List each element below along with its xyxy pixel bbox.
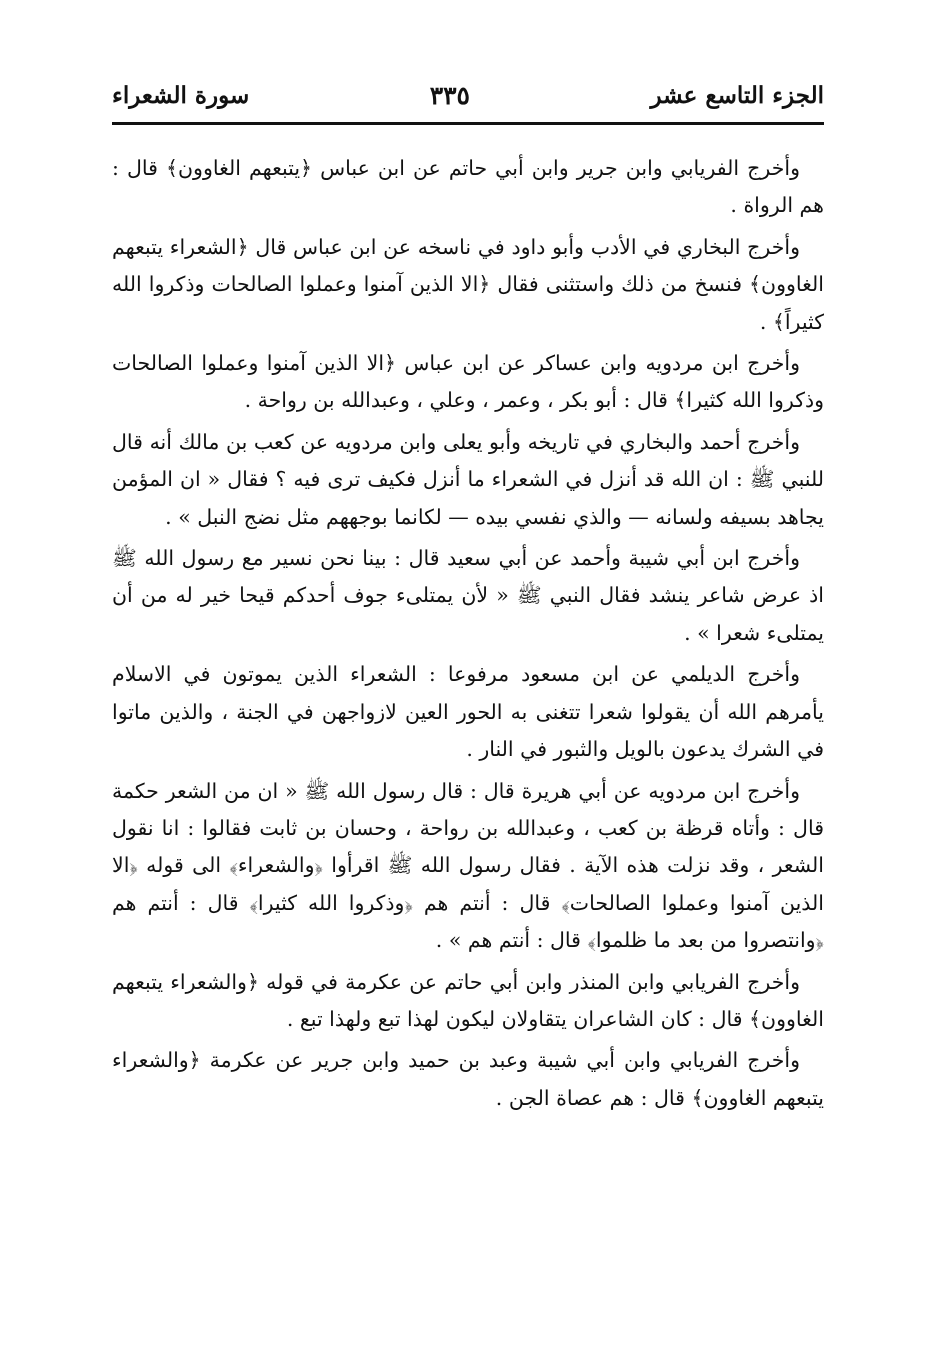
page-body: [112, 150, 824, 1121]
surah-label: سورة الشعراء: [112, 81, 250, 109]
header-divider: [112, 122, 824, 125]
paragraph: وأخرج البخاري في الأدب وأبو داود في ناسخه عن ابن عباس قال ﴿الشعراء يتبعهم الغاوون﴾ فنسخ من ذلك واستثنى فقال ﴿الا الذين آمنوا وعملوا الصالحات وذكروا الله كثيراً﴾ .: [112, 234, 824, 334]
paragraph: وأخرج الديلمي عن ابن مسعود مرفوعا : الشعراء الذين يموتون في الاسلام يأمرهم الله أن يقولوا شعرا تتغنى به الحور العين لازواجهن في الجنة ، والذين ماتوا في الشرك يدعون بالويل والثبور في النار .: [112, 662, 824, 762]
paragraph: وأخرج الفريابي وابن جرير وابن أبي حاتم عن ابن عباس ﴿يتبعهم الغاوون﴾ قال : هم الرواة .: [112, 156, 824, 218]
juz-label: الجزء التاسع عشر: [650, 81, 824, 109]
page-number: ٣٣٥: [429, 80, 470, 110]
paragraph: وأخرج ابن مردويه وابن عساكر عن ابن عباس ﴿الا الذين آمنوا وعملوا الصالحات وذكروا الله كثيرا﴾ قال : أبو بكر ، وعمر ، وعلي ، وعبدالله بن رواحة .: [112, 351, 824, 413]
paragraph: وأخرج الفريابي وابن المنذر وابن أبي حاتم عن عكرمة في قوله ﴿والشعراء يتبعهم الغاوون﴾ قال : كان الشاعران يتقاولان ليكون لهذا تبع ولهذا تبع .: [112, 969, 824, 1031]
page-header: [112, 72, 824, 118]
paragraph: وأخرج ابن مردويه عن أبي هريرة قال : قال رسول الله ﷺ « ان من الشعر حكمة قال : وأتاه قرظة بن كعب ، وعبدالله بن رواحة ، وحسان بن ثابت فقالوا : انا نقول الشعر ، وقد نزلت هذه الآية . فقال رسول الله ﷺ اقرأوا ﴿والشعراء﴾ الى قوله ﴿الا الذين آمنوا وعملوا الصالحات﴾ قال : أنتم هم ﴿وذكروا الله كثيرا﴾ قال : أنتم هم ﴿وانتصروا من بعد ما ظلموا﴾ قال : أنتم هم » .: [112, 778, 824, 953]
paragraph: وأخرج أحمد والبخاري في تاريخه وأبو يعلى وابن مردويه عن كعب بن مالك أنه قال للنبي ﷺ : ان الله قد أنزل في الشعراء ما أنزل فكيف ترى فيه ؟ فقال « ان المؤمن يجاهد بسيفه ولسانه — والذي نفسي بيده — لكانما بوجههم مثل نضج النبل » .: [112, 429, 824, 529]
paragraph: وأخرج الفريابي وابن أبي شيبة وعبد بن حميد وابن جرير عن عكرمة ﴿والشعراء يتبعهم الغاوون﴾ قال : هم عصاة الجن .: [112, 1048, 824, 1110]
paragraph: وأخرج ابن أبي شيبة وأحمد عن أبي سعيد قال : بينا نحن نسير مع رسول الله ﷺ اذ عرض شاعر ينشد فقال النبي ﷺ « لأن يمتلىء جوف أحدكم قيحا خير له من أن يمتلىء شعرا » .: [112, 546, 824, 645]
